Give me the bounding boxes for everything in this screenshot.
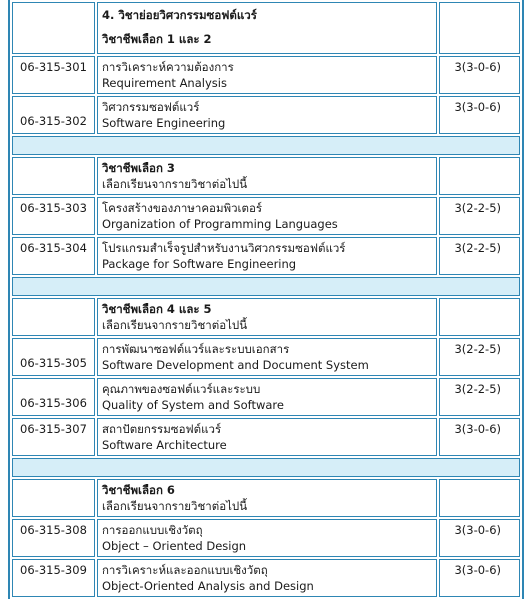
section-header-row <box>12 2 520 54</box>
course-row <box>12 197 520 235</box>
course-title-english: Object – Oriented Design <box>101 539 247 553</box>
course-credits: 3(3-0-6) <box>439 56 520 94</box>
spacer-row <box>12 136 520 155</box>
empty-cell <box>12 2 95 54</box>
spacer-cell <box>12 136 520 155</box>
course-row <box>12 559 520 597</box>
course-row <box>12 96 520 134</box>
course-credits: 3(2-2-5) <box>439 378 520 416</box>
course-title-thai: โปรแกรมสำเร็จรูปสำหรับงานวิศวกรรมซอฟต์แวร์ <box>101 241 346 255</box>
empty-cell <box>439 298 520 336</box>
group-note: เลือกเรียนจากรายวิชาต่อไปนี้ <box>101 177 248 191</box>
course-title-english: Object-Oriented Analysis and Design <box>101 579 314 593</box>
course-title-cell <box>97 378 437 416</box>
group-header-row <box>12 157 520 195</box>
group-header-cell <box>97 479 437 517</box>
course-code: 06-315-309 <box>12 559 95 597</box>
section-header-cell <box>97 2 437 54</box>
course-code: 06-315-306 <box>12 378 95 416</box>
course-code: 06-315-302 <box>12 96 95 134</box>
course-credits: 3(3-0-6) <box>439 519 520 557</box>
group-title: วิชาชีพเลือก 4 และ 5 <box>101 302 212 316</box>
course-row <box>12 56 520 94</box>
course-row <box>12 237 520 275</box>
course-title-cell <box>97 96 437 134</box>
course-title-english: Package for Software Engineering <box>101 257 297 271</box>
spacer-cell <box>12 277 520 296</box>
course-title-thai: การพัฒนาซอฟต์แวร์และระบบเอกสาร <box>101 342 290 356</box>
course-title-cell <box>97 237 437 275</box>
group-note: เลือกเรียนจากรายวิชาต่อไปนี้ <box>101 318 248 332</box>
course-row <box>12 519 520 557</box>
empty-cell <box>12 298 95 336</box>
course-title-english: Software Engineering <box>101 116 226 130</box>
course-credits: 3(2-2-5) <box>439 197 520 235</box>
group-header-row <box>12 298 520 336</box>
group-header-cell <box>97 157 437 195</box>
course-title-english: Quality of System and Software <box>101 398 284 412</box>
course-row <box>12 378 520 416</box>
spacer-row <box>12 458 520 477</box>
empty-cell <box>439 479 520 517</box>
course-title-thai: คุณภาพของซอฟต์แวร์และระบบ <box>101 382 261 396</box>
course-title-cell <box>97 56 437 94</box>
group-title: วิชาชีพเลือก 3 <box>101 161 175 175</box>
course-code: 06-315-304 <box>12 237 95 275</box>
course-row <box>12 418 520 456</box>
empty-cell <box>439 157 520 195</box>
course-title-cell <box>97 338 437 376</box>
course-title-thai: การวิเคราะห์ความต้องการ <box>101 60 234 74</box>
empty-cell <box>439 2 520 54</box>
course-title-english: Software Architecture <box>101 438 227 452</box>
spacer-cell <box>12 458 520 477</box>
course-title-thai: การวิเคราะห์และออกแบบเชิงวัตถุ <box>101 563 268 577</box>
empty-cell <box>12 479 95 517</box>
group-title: วิชาชีพเลือก 1 และ 2 <box>101 32 212 46</box>
course-credits: 3(3-0-6) <box>439 418 520 456</box>
group-header-cell <box>97 298 437 336</box>
course-code: 06-315-305 <box>12 338 95 376</box>
course-title-thai: วิศวกรรมซอฟต์แวร์ <box>101 100 200 114</box>
course-credits: 3(3-0-6) <box>439 559 520 597</box>
course-title-cell <box>97 559 437 597</box>
course-title-cell <box>97 519 437 557</box>
course-title-cell <box>97 418 437 456</box>
course-credits: 3(3-0-6) <box>439 96 520 134</box>
course-credits: 3(2-2-5) <box>439 237 520 275</box>
group-header-row <box>12 479 520 517</box>
spacer-row <box>12 277 520 296</box>
course-code: 06-315-307 <box>12 418 95 456</box>
course-title-english: Requirement Analysis <box>101 76 227 90</box>
empty-cell <box>12 157 95 195</box>
course-code: 06-315-301 <box>12 56 95 94</box>
course-title-cell <box>97 197 437 235</box>
curriculum-table <box>8 0 524 599</box>
group-title: วิชาชีพเลือก 6 <box>101 483 175 497</box>
course-code: 06-315-303 <box>12 197 95 235</box>
course-title-thai: สถาปัตยกรรมซอฟต์แวร์ <box>101 422 222 436</box>
section-heading: 4. วิชาย่อยวิศวกรรมซอฟต์แวร์ <box>101 8 257 22</box>
course-title-english: Organization of Programming Languages <box>101 217 338 231</box>
course-code: 06-315-308 <box>12 519 95 557</box>
course-title-english: Software Development and Document System <box>101 358 369 372</box>
group-note: เลือกเรียนจากรายวิชาต่อไปนี้ <box>101 499 248 513</box>
course-title-thai: การออกแบบเชิงวัตถุ <box>101 523 203 537</box>
course-credits: 3(2-2-5) <box>439 338 520 376</box>
course-row <box>12 338 520 376</box>
course-title-thai: โครงสร้างของภาษาคอมพิวเตอร์ <box>101 201 263 215</box>
